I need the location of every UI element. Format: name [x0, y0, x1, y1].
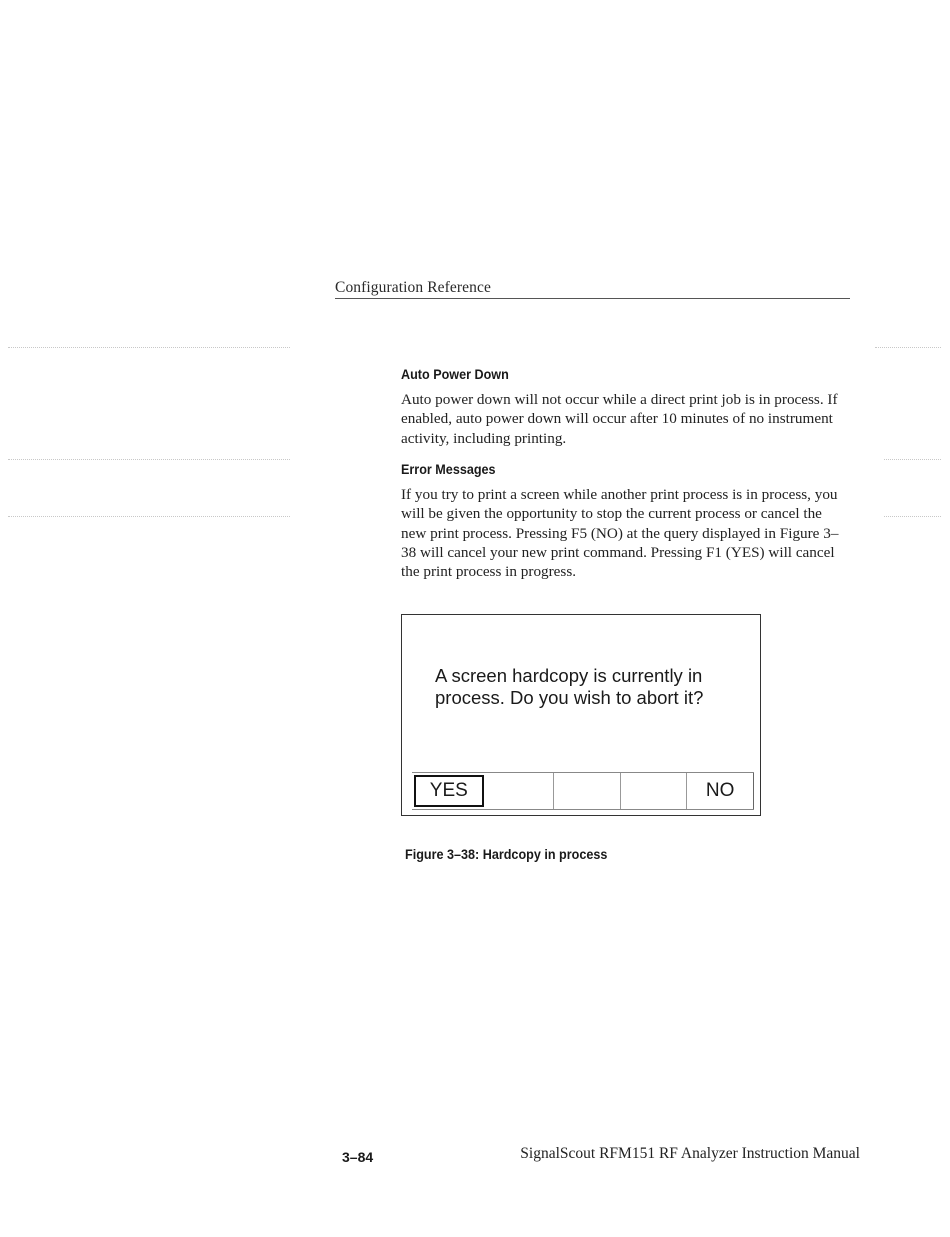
paragraph: Auto power down will not occur while a direct print job is in process. If enabled, auto power down will occur after 10 minutes of no instrument activity, including printing.	[401, 391, 838, 447]
instrument-screen-figure	[401, 614, 761, 816]
section-body-auto-power-down	[401, 390, 841, 448]
margin-dotted-rule	[875, 347, 941, 348]
manual-title: SignalScout RFM151 RF Analyzer Instruction Manual	[520, 1145, 860, 1162]
margin-dotted-rule	[8, 347, 290, 348]
softkey-yes[interactable]: YES	[414, 775, 484, 807]
margin-dotted-rule	[8, 516, 290, 517]
section-heading-auto-power-down: Auto Power Down	[401, 366, 509, 382]
margin-dotted-rule	[884, 459, 941, 460]
figure-caption: Figure 3–38: Hardcopy in process	[405, 846, 608, 862]
section-heading-error-messages: Error Messages	[401, 461, 496, 477]
header-rule	[335, 298, 850, 299]
softkey-f3[interactable]	[554, 773, 621, 809]
softkey-f2[interactable]	[488, 773, 555, 809]
softkey-bar	[412, 772, 754, 810]
page-number: 3–84	[342, 1149, 374, 1165]
hardcopy-abort-message: A screen hardcopy is currently in process. Do you wish to abort it?	[435, 665, 704, 708]
section-body-error-messages	[401, 485, 841, 581]
running-head: Configuration Reference	[335, 279, 491, 296]
paragraph: If you try to print a screen while another print process is in process, you will be given the opportunity to stop the current process or cancel the new print process. Pressing F5 (NO) at the query displayed in Figure 3–38 will cancel your new print command. Pressing F1 (YES) will cancel the print process in progress.	[401, 486, 839, 581]
margin-dotted-rule	[884, 516, 941, 517]
softkey-no[interactable]: NO	[687, 773, 754, 809]
softkey-f4[interactable]	[621, 773, 688, 809]
margin-dotted-rule	[8, 459, 290, 460]
